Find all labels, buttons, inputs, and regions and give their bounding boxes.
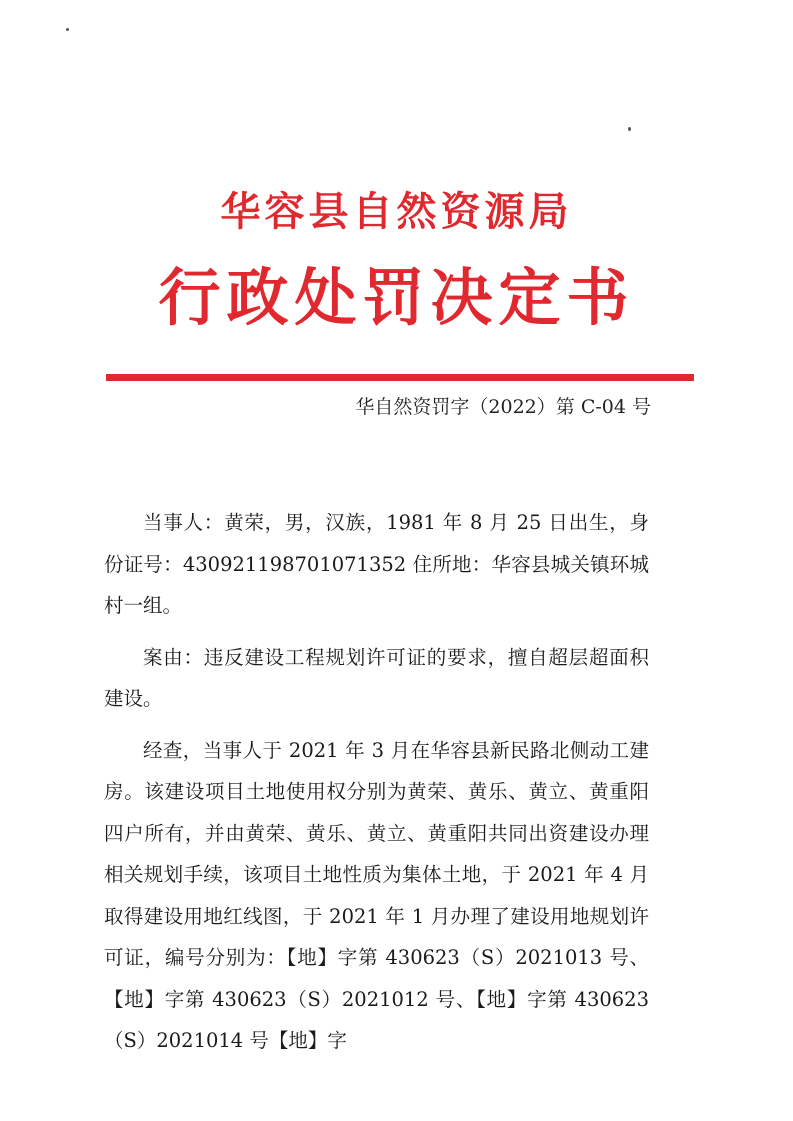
scan-speck <box>628 127 631 131</box>
findings-paragraph: 经查，当事人于 2021 年 3 月在华容县新民路北侧动工建房。该建设项目土地使用权分别为黄荣、黄乐、黄立、黄重阳四户所有，并由黄荣、黄乐、黄立、黄重阳共同出资建设办理相关规划手续，该项目土地性质为集体土地，于 2021 年 4 月取得建设用地红线图，于 2021 年 1 月办理了建设用地规划许可证，编号分别为：【地】字第 430623（S）2021013 号、【地】字第 430623（S）2021012 号、【地】字第 430623（S）2021014 号【地】字 <box>104 738 649 1052</box>
document-number: 华自然资罚字（2022）第 C-04 号 <box>355 396 651 418</box>
document-body <box>104 502 649 1072</box>
document-type-title: 行政处罚决定书 <box>158 261 635 334</box>
cause-paragraph: 案由：违反建设工程规划许可证的要求，擅自超层超面积建设。 <box>104 645 649 710</box>
issuer-title: 华容县自然资源局 <box>220 188 573 235</box>
scan-speck <box>66 28 69 31</box>
header-red-rule <box>106 374 694 381</box>
party-paragraph: 当事人：黄荣，男，汉族，1981 年 8 月 25 日出生，身份证号：430921198701071352 住所地：华容县城关镇环城村一组。 <box>104 511 649 617</box>
